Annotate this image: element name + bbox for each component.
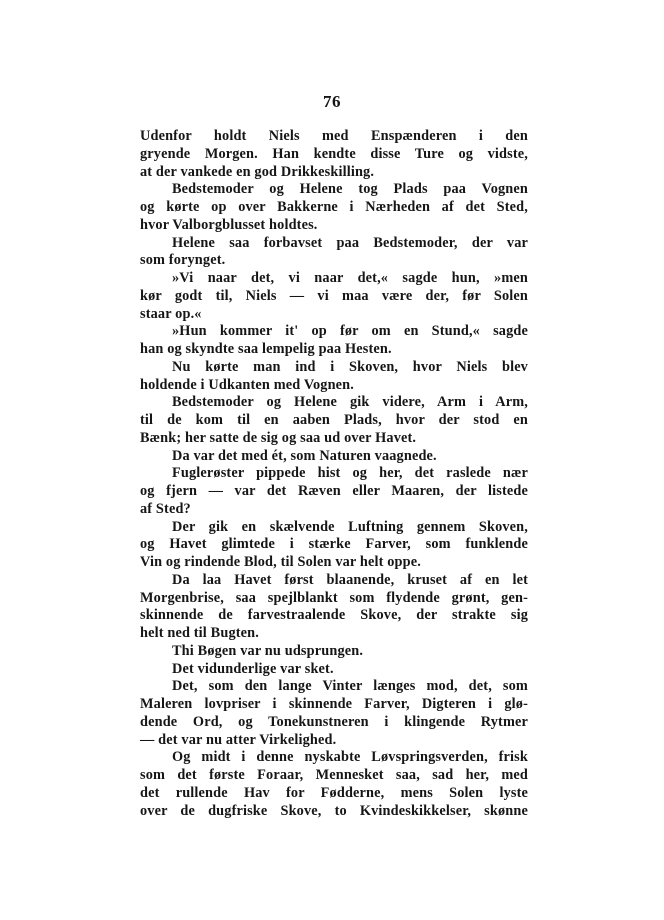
text-line: som forynget. [140,252,226,269]
text-line: kør godt til, Niels — vi maa være der, før Solen [140,287,528,304]
text-line: Bedstemoder og Helene gik videre, Arm i Arm, [172,394,528,411]
text-line: Og midt i denne nyskabte Løvspringsverden, frisk [172,749,528,766]
body-text [140,128,528,820]
text-line: Der gik en skælvende Luftning gennem Skoven, [172,518,528,535]
text-line: gryende Morgen. Han kendte disse Ture og vidste, [140,145,528,162]
text-line: Maleren lovpriser i skinnende Farver, Digteren i glø- [140,696,528,712]
text-line: Da laa Havet først blaanende, kruset af en let [172,571,528,588]
text-line: Fuglerøster pippede hist og her, det raslede nær [172,465,528,482]
page-number: 76 [323,92,341,111]
text-line: han og skyndte saa lempelig paa Hesten. [140,341,392,357]
text-line: som det første Foraar, Mennesket saa, sad her, med [140,767,528,783]
text-line: — det var nu atter Virkelighed. [140,731,337,748]
text-line: Bedstemoder og Helene tog Plads paa Vognen [172,181,528,198]
text-line: og kørte op over Bakkerne i Nærheden af det Sted, [140,199,528,215]
text-line: Nu kørte man ind i Skoven, hvor Niels blev [172,358,528,375]
text-line: skinnende de farvestraalende Skove, der strakte sig [140,607,528,624]
text-line: Det, som den lange Vinter længes mod, det, som [172,678,528,695]
text-line: dende Ord, og Tonekunstneren i klingende Rytmer [140,713,528,730]
text-line: og Havet glimtede i stærke Farver, som funklende [140,536,528,553]
text-line: at der vankede en god Drikkeskilling. [140,163,375,180]
text-line: staar op.« [140,305,202,322]
text-line: holdende i Udkanten med Vognen. [140,376,354,393]
text-line: og fjern — var det Ræven eller Maaren, der listede [140,483,528,499]
text-line: »Vi naar det, vi naar det,« sagde hun, »men [172,270,528,286]
text-line: hvor Valborgblusset holdtes. [140,216,318,233]
text-line: over de dugfriske Skove, to Kvindeskikkelser, skønne [140,802,528,819]
text-line: »Hun kommer it' op før om en Stund,« sagde [172,323,528,340]
text-line: Bænk; her satte de sig og saa ud over Havet. [140,429,417,446]
text-line: Vin og rindende Blod, til Solen var helt oppe. [140,554,421,570]
text-line: til de kom til en aaben Plads, hvor der stod en [140,412,528,428]
text-line: af Sted? [140,500,191,517]
text-line: Morgenbrise, saa spejlblankt som flydende grønt, gen- [140,589,528,606]
text-line: Udenfor holdt Niels med Enspænderen i den [140,128,528,144]
text-line: Da var det med ét, som Naturen vaagnede. [172,447,437,464]
text-line: Helene saa forbavset paa Bedstemoder, der var [172,234,528,251]
text-line: det rullende Hav for Fødderne, mens Solen lyste [140,784,528,801]
text-line: Det vidunderlige var sket. [172,660,334,677]
text-line: helt ned til Bugten. [140,625,259,641]
text-line: Thi Bøgen var nu udsprungen. [172,642,364,659]
